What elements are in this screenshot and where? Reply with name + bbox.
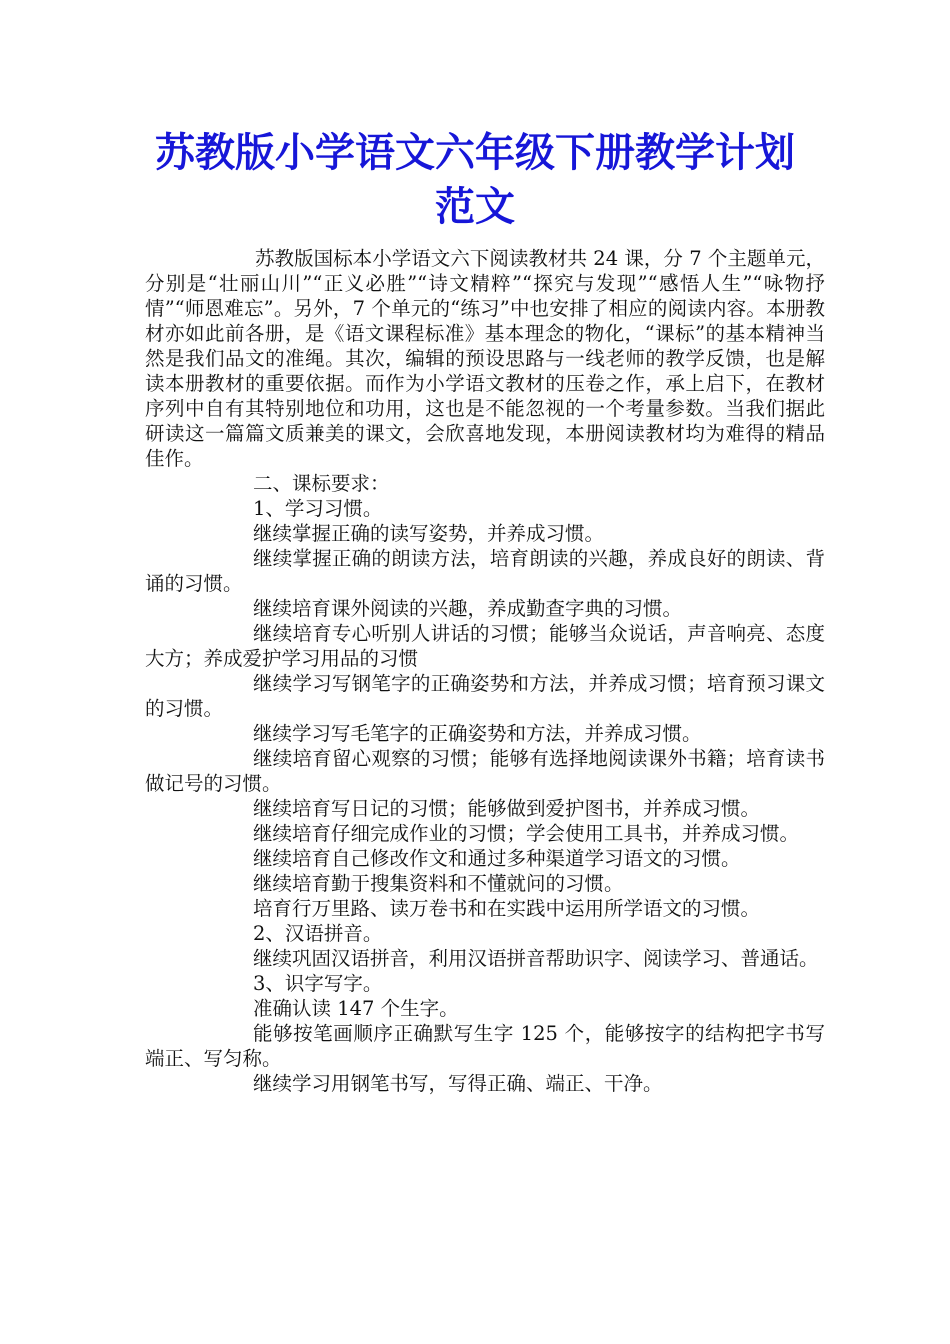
paragraph: 继续学习写钢笔字的正确姿势和方法，并养成习惯；培育预习课文的习惯。 xyxy=(145,672,825,720)
paragraph: 继续培育仔细完成作业的习惯；学会使用工具书，并养成习惯。 xyxy=(253,822,800,845)
paragraph: 继续培育勤于搜集资料和不懂就问的习惯。 xyxy=(253,872,624,895)
intro-paragraph: 苏教版国标本小学语文六下阅读教材共 24 课，分 7 个主题单元，分别是“壮丽山川”“正义必胜”“诗文精粹”“探究与发现”“感悟人生”“咏物抒情”“师恩难忘”。另外，7 个单元的“练习”中也安排了相应的阅读内容。本册教材亦如此前各册，是《语文课程标准》基本理念的物化，“课标”的基本精神当然是我们品文的准绳。其次，编辑的预设思路与一线老师的教学反馈，也是解读本册教材的重要依据。而作为小学语文教材的压卷之作，承上启下，在教材序列中自有其特别地位和功用，这也是不能忽视的一个考量参数。当我们据此研读这一篇篇文质兼美的课文，会欣喜地发现，本册阅读教材均为难得的精品佳作。 xyxy=(145,247,825,470)
paragraph: 能够按笔画顺序正确默写生字 125 个，能够按字的结构把字书写端正、写匀称。 xyxy=(145,1022,825,1070)
paragraph: 继续巩固汉语拼音，利用汉语拼音帮助识字、阅读学习、普通话。 xyxy=(253,947,819,970)
paragraph: 继续培育专心听别人讲话的习惯；能够当众说话，声音响亮、态度大方；养成爱护学习用品的习惯 xyxy=(145,622,825,670)
paragraph: 继续学习写毛笔字的正确姿势和方法，并养成习惯。 xyxy=(253,722,702,745)
paragraph: 继续学习用钢笔书写，写得正确、端正、干净。 xyxy=(253,1072,663,1095)
subheading-pinyin: 2、汉语拼音。 xyxy=(253,922,383,945)
document-title: 苏教版小学语文六年级下册教学计划范文 xyxy=(155,129,795,230)
paragraph: 继续培育课外阅读的兴趣，养成勤查字典的习惯。 xyxy=(253,597,683,620)
paragraph: 继续培育留心观察的习惯；能够有选择地阅读课外书籍；培育读书做记号的习惯。 xyxy=(145,747,825,795)
document-body xyxy=(145,246,825,1096)
paragraph: 继续培育自己修改作文和通过多种渠道学习语文的习惯。 xyxy=(253,847,741,870)
paragraph: 准确认读 147 个生字。 xyxy=(253,997,459,1020)
paragraph: 培育行万里路、读万卷书和在实践中运用所学语文的习惯。 xyxy=(253,897,761,920)
paragraph: 继续培育写日记的习惯；能够做到爱护图书，并养成习惯。 xyxy=(253,797,761,820)
subheading-study-habits: 1、学习习惯。 xyxy=(253,497,383,520)
paragraph: 继续掌握正确的朗读方法，培育朗读的兴趣，养成良好的朗读、背诵的习惯。 xyxy=(145,547,825,595)
paragraph: 继续掌握正确的读写姿势，并养成习惯。 xyxy=(253,522,605,545)
section-heading-curriculum: 二、课标要求： xyxy=(253,472,390,495)
subheading-literacy-writing: 3、识字写字。 xyxy=(253,972,383,995)
